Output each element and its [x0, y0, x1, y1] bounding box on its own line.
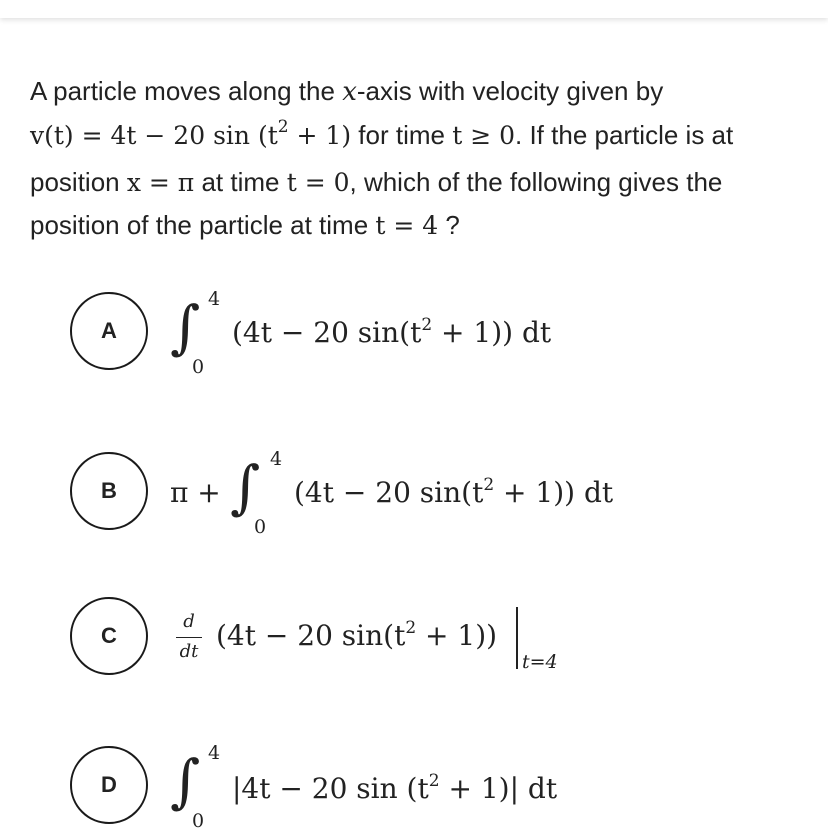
- integral-sign: ∫: [170, 293, 201, 361]
- choice-d[interactable]: [70, 742, 810, 832]
- question-part: for time: [351, 120, 453, 150]
- integrand: (4t − 20 $\sin(t^2 + 1)$) dt: [232, 315, 552, 349]
- upper-limit: 4: [208, 742, 221, 764]
- initial-time: t = 0: [286, 168, 350, 197]
- derivative-denominator: dt: [179, 641, 199, 662]
- top-bar: [0, 0, 828, 18]
- integral-sign: ∫: [230, 453, 261, 521]
- time-condition: t ≥ 0: [452, 121, 516, 150]
- question-part: at time: [194, 167, 287, 197]
- choice-c[interactable]: [70, 593, 810, 683]
- expression: (4t − 20 $\sin(t^2 + 1)$): [216, 618, 498, 652]
- question-text: [30, 70, 800, 247]
- target-time: t = 4: [375, 211, 439, 240]
- prefix: π +: [170, 476, 221, 509]
- choice-b-letter[interactable]: B: [70, 452, 148, 530]
- evaluation-point: t=4: [522, 651, 558, 673]
- lower-limit: 0: [192, 356, 205, 378]
- integrand: (4t − 20 $\sin(t^2 + 1)$) dt: [294, 475, 614, 509]
- upper-limit: 4: [270, 448, 283, 470]
- integrand: |4t − 20 $\sin (t^2 + 1)|$ dt: [232, 771, 558, 805]
- question-part: , which of the following gives the position of the particle at time: [30, 167, 723, 240]
- choice-d-letter[interactable]: D: [70, 746, 148, 824]
- question-part: -axis with velocity given by: [356, 76, 664, 106]
- question-part: A particle moves along the: [30, 76, 343, 106]
- velocity-formula: v(t) = 4t − 20 $\sin (t^2 + 1)$: [30, 117, 352, 150]
- question-part: . If the particle is at position: [30, 120, 734, 197]
- initial-position: x = π: [126, 168, 195, 197]
- choice-c-letter[interactable]: C: [70, 597, 148, 675]
- integral-sign: ∫: [170, 747, 201, 815]
- evaluation-bar: [516, 607, 518, 669]
- choice-a-letter[interactable]: A: [70, 292, 148, 370]
- choice-b[interactable]: [70, 448, 810, 538]
- lower-limit: 0: [254, 516, 267, 538]
- choice-a[interactable]: [70, 288, 810, 378]
- question-part: ?: [438, 210, 460, 240]
- lower-limit: 0: [192, 810, 205, 832]
- derivative-numerator: d: [183, 611, 195, 632]
- upper-limit: 4: [208, 288, 221, 310]
- math-variable-x: x: [342, 77, 357, 107]
- fraction-bar: [176, 637, 202, 638]
